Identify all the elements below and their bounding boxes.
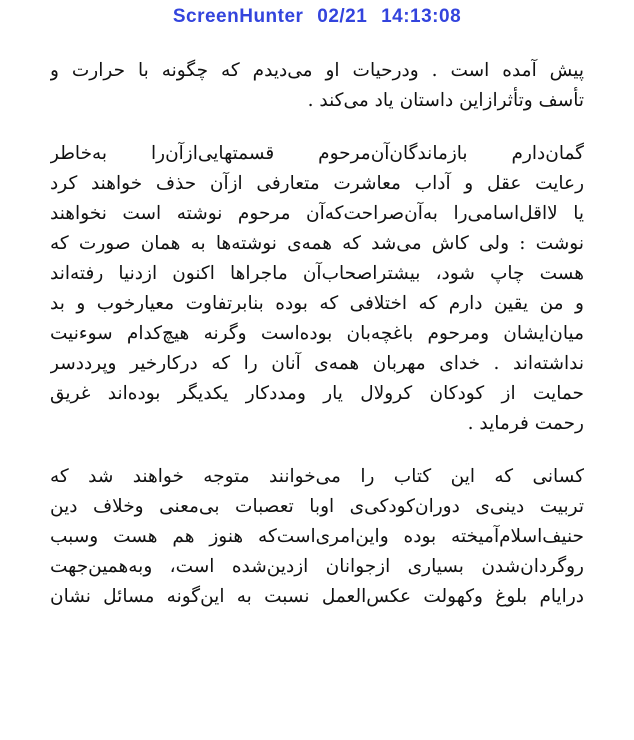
text-line: پیش آمده است . ودرحیات او می‌دیدم که چگونه با حرارت و xyxy=(50,60,584,81)
text-line: تأسف وتأثرازاین داستان یاد می‌کند . xyxy=(307,90,584,111)
watermark-app-name: ScreenHunter xyxy=(172,6,304,27)
text-line: روگردان‌شدن بسیاری ازجوانان ازدین‌شده است، وبه‌همین‌جهت xyxy=(50,556,584,577)
watermark-date: 02/21 xyxy=(317,6,368,27)
text-line: کسانی که این کتاب را می‌خوانند متوجه خواهند شد که xyxy=(50,466,584,487)
paragraph-3 xyxy=(50,462,584,612)
text-line: تربیت دینی‌ی دوران‌کودکی‌ی اوبا تعصبات بی‌معنی وخلاف دین xyxy=(50,496,584,517)
text-line: یا لااقل‌اسامی‌را به‌آن‌صراحت‌که‌آن مرحوم نوشته است نخواهند xyxy=(50,203,584,224)
text-line: حمایت از کودکان کرولال یار ومددکار یکدیگر بوده‌اند غریق xyxy=(50,383,584,404)
text-line: و من یقین دارم که اختلافی که بوده بنابرتفاوت معیارخوب و بد xyxy=(50,293,584,314)
text-line: هست چاپ شود، بیشتراصحاب‌آن ماجراها اکنون ازدنیا رفته‌اند xyxy=(50,263,584,284)
text-line: درایام بلوغ وکهولت عکس‌العمل نسبت به این‌گونه مسائل نشان xyxy=(50,586,584,607)
text-line: رعایت عقل و آداب معاشرت متعارفی ازآن حذف خواهند کرد xyxy=(50,173,584,194)
text-line: گمان‌دارم بازماندگان‌آن‌مرحوم قسمتهایی‌ازآن‌را به‌خاطر xyxy=(50,143,584,164)
text-line: رحمت فرماید . xyxy=(467,413,584,434)
document-page xyxy=(50,56,584,612)
text-line: نوشت : ولی کاش می‌شد که همه‌ی نوشته‌ها به همان صورت که xyxy=(50,233,584,254)
screenhunter-watermark xyxy=(0,6,634,28)
paragraph-1 xyxy=(50,56,584,116)
text-line: میان‌ایشان ومرحوم باغچه‌بان بوده‌است وگرنه هیچ‌کدام سوءنیت xyxy=(50,323,584,344)
watermark-time: 14:13:08 xyxy=(381,6,462,27)
text-line: حنیف‌اسلام‌آمیخته بوده واین‌امری‌است‌که هنوز هم هست وسبب xyxy=(50,526,584,547)
paragraph-2 xyxy=(50,139,584,439)
text-line: نداشته‌اند . خدای مهربان همه‌ی آنان را که درکارخیر وپرددسر xyxy=(50,353,584,374)
